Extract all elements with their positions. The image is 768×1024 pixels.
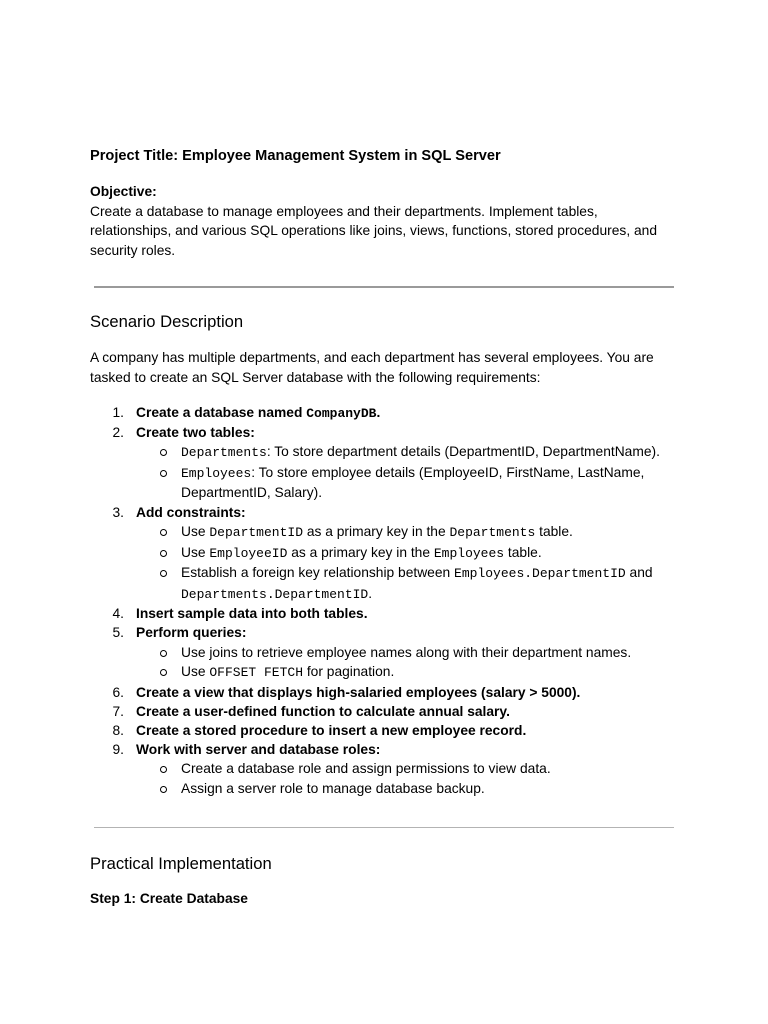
requirement-item [90,623,690,682]
hollow-circle-bullet-icon [160,650,167,657]
requirements-list [90,403,690,798]
requirement-text [136,606,368,621]
inline-code: EmployeeID [209,545,288,561]
requirement-number: 1. [112,405,124,420]
bold-text: Create two tables: [136,425,255,441]
hollow-circle-bullet-icon [160,786,167,793]
scenario-heading: Scenario Description [90,312,244,331]
requirement-text [136,704,510,719]
sub-item [136,442,690,463]
requirement-item [90,721,690,740]
requirement-item [90,423,690,503]
hollow-circle-bullet-icon [160,470,167,477]
bold-text: Create a user-defined function to calculate annual salary. [136,703,510,719]
bold-text: Work with server and database roles: [136,742,381,758]
requirement-text [136,625,246,640]
inline-code: Departments [449,525,536,541]
practical-heading: Practical Implementation [90,854,272,873]
text-run: : To store department details (DepartmentID, DepartmentName). [266,444,660,460]
requirement-item [90,503,690,604]
requirement-number: 7. [112,703,124,719]
inline-code: Employees [181,465,252,481]
requirement-item [90,740,690,798]
sub-item [136,463,690,503]
objective-label: Objective: [90,184,157,199]
sub-item [136,643,690,663]
requirement-number: 5. [112,625,124,641]
step-heading: Step 1: Create Database [90,891,248,906]
requirement-number: 2. [112,425,124,441]
requirement-text [136,685,580,700]
hollow-circle-bullet-icon [160,449,167,456]
text-run: for pagination. [303,664,395,680]
requirement-number: 8. [112,722,124,738]
requirement-text [136,405,380,420]
bold-text: Insert sample data into both tables. [136,606,368,622]
bold-text: Create a database named [136,405,307,420]
requirement-number: 6. [112,684,124,700]
hollow-circle-bullet-icon [160,669,167,676]
inline-code: Employees [433,545,505,561]
text-run: Establish a foreign key relationship between [181,565,455,581]
inline-code: OFFSET FETCH [209,665,303,681]
sub-item [136,779,690,799]
bold-text: . [376,405,381,420]
text-run: : To store employee details (EmployeeID, FirstName, LastName, DepartmentID, Salary). [181,464,645,501]
requirement-item [90,702,690,721]
sub-item [136,662,690,683]
sub-item [136,522,690,543]
text-run: Use [181,544,210,560]
hollow-circle-bullet-icon [160,550,167,557]
requirement-text [136,425,255,440]
text-run: Create a database role and assign permissions to view data. [181,761,551,777]
requirement-number: 9. [112,742,124,758]
text-run: . [368,585,373,601]
requirement-number: 3. [112,504,124,520]
sub-item [136,759,690,779]
requirement-text [136,742,380,757]
inline-code: Departments.DepartmentID [181,586,369,602]
section-divider [94,286,674,288]
sub-list [136,759,690,798]
text-run: table. [535,524,573,540]
inline-code: Employees.DepartmentID [454,566,626,582]
text-run: Use [181,664,210,680]
text-run: as a primary key in the [303,524,450,540]
project-title: Project Title: Employee Management System in SQL Server [90,148,501,164]
hollow-circle-bullet-icon [160,529,167,536]
bold-text: Add constraints: [136,504,246,520]
bold-text: Create a view that displays high-salaried employees (salary > 5000). [136,684,581,700]
bold-text: Perform queries: [136,625,247,641]
inline-code: Departments [181,445,267,461]
section-divider [94,827,674,828]
sub-item [136,563,690,604]
inline-code: CompanyDB [306,406,377,421]
bold-text: Create a stored procedure to insert a new employee record. [136,722,527,738]
text-run: and [625,565,653,581]
objective-text: Create a database to manage employees and their departments. Implement tables, relationships, and various SQL operations like joins, views, functions, stored procedures, and security roles. [90,204,657,258]
hollow-circle-bullet-icon [160,766,167,773]
text-run: table. [504,544,542,560]
scenario-intro: A company has multiple departments, and each department has several employees. You are tasked to create an SQL Server database with the following requirements: [90,350,654,385]
requirement-item [90,683,690,702]
sub-list [136,643,690,683]
sub-item [136,543,690,564]
requirement-item [90,604,690,623]
sub-list [136,442,690,503]
hollow-circle-bullet-icon [160,570,167,577]
inline-code: DepartmentID [209,525,303,541]
requirement-text [136,505,246,520]
sub-list [136,522,690,604]
requirement-text [136,723,526,738]
requirement-number: 4. [112,606,124,622]
text-run: Assign a server role to manage database backup. [181,780,485,796]
text-run: as a primary key in the [287,544,434,560]
text-run: Use joins to retrieve employee names along with their department names. [181,644,632,660]
text-run: Use [181,524,210,540]
requirement-item [90,403,690,423]
